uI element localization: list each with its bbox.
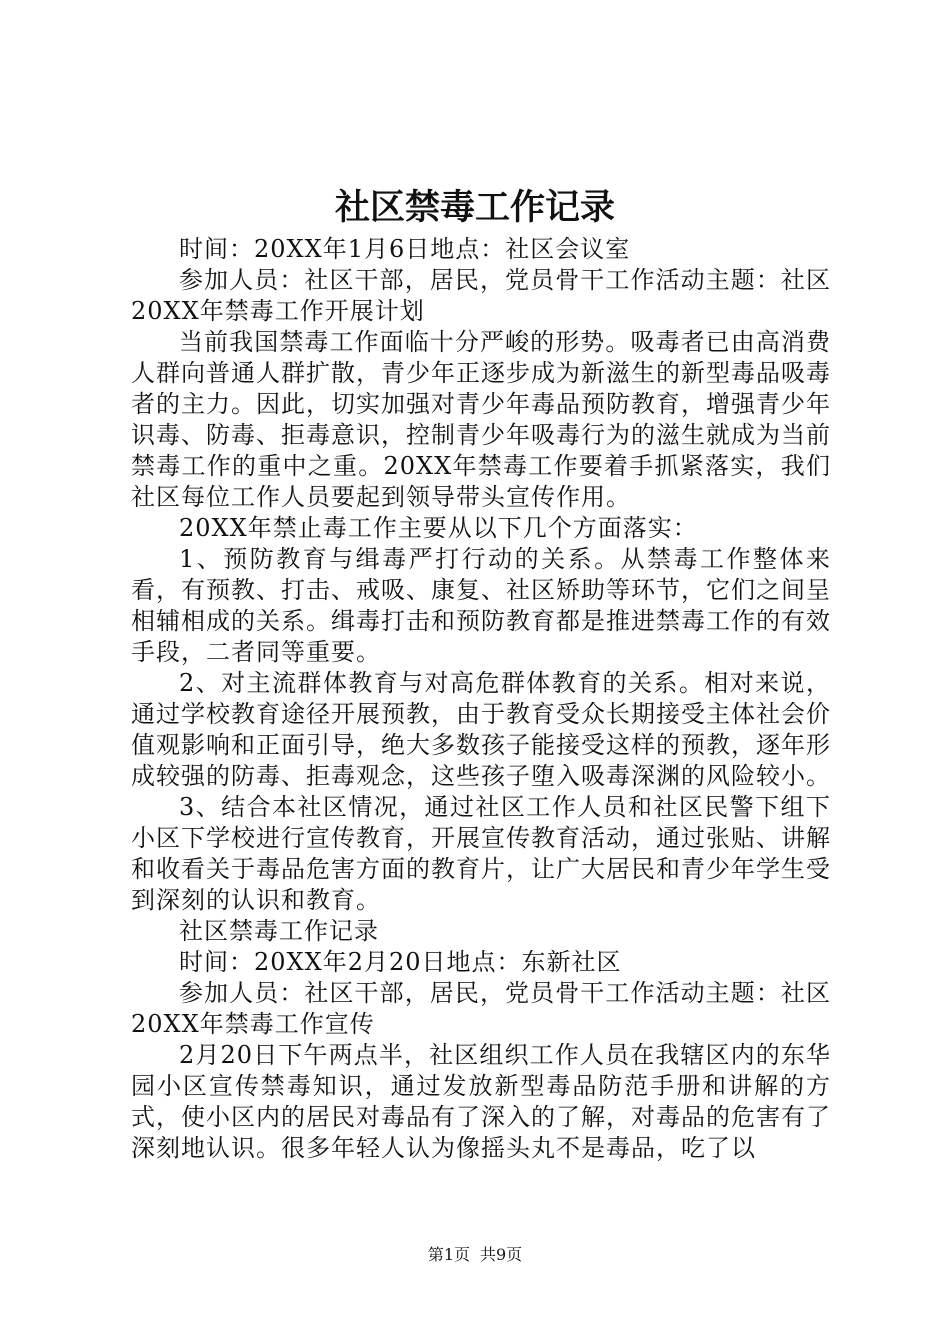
list-item-paragraph: 3、结合本社区情况，通过社区工作人员和社区民警下组下小区下学校进行宣传教育，开展宣传教育活动，通过张贴、讲解和收看关于毒品危害方面的教育片，让广大居民和青少年学生受到深刻的认识和教育。 [131,793,831,914]
page-footer [0,1245,950,1265]
list-item-paragraph: 1、预防教育与缉毒严打行动的关系。从禁毒工作整体来看，有预教、打击、戒吸、康复、社区矫助等环节，它们之间呈相辅相成的关系。缉毒打击和预防教育都是推进禁毒工作的有效手段，二者同等重要。 [131,545,831,666]
meeting-participants-paragraph: 参加人员：社区干部，居民，党员骨干工作活动主题：社区20XX年禁毒工作开展计划 [131,266,831,325]
meeting-participants-paragraph: 参加人员：社区干部，居民，党员骨干工作活动主题：社区20XX年禁毒工作宣传 [131,979,831,1038]
meeting-time-paragraph: 时间：20XX年1月6日地点：社区会议室 [179,235,631,263]
document-title: 社区禁毒工作记录 [334,187,615,228]
section-heading: 社区禁毒工作记录 [179,917,379,945]
body-paragraph: 20XX年禁止毒工作主要从以下几个方面落实： [179,514,698,542]
list-item-paragraph: 2、对主流群体教育与对高危群体教育的关系。相对来说，通过学校教育途径开展预教，由于教育受众长期接受主体社会价值观影响和正面引导，绝大多数孩子能接受这样的预教，逐年形成较强的防毒、拒毒观念，这些孩子堕入吸毒深渊的风险较小。 [131,669,831,790]
page-number: 第1页 [427,1245,470,1264]
document-body [131,234,831,1164]
body-paragraph: 2月20日下午两点半，社区组织工作人员在我辖区内的东华园小区宣传禁毒知识，通过发放新型毒品防范手册和讲解的方式，使小区内的居民对毒品有了深入的了解，对毒品的危害有了深刻地认识。很多年轻人认为像摇头丸不是毒品，吃了以 [131,1041,831,1162]
body-paragraph: 当前我国禁毒工作面临十分严峻的形势。吸毒者已由高消费人群向普通人群扩散，青少年正逐步成为新滋生的新型毒品吸毒者的主力。因此，切实加强对青少年毒品预防教育，增强青少年识毒、防毒、拒毒意识，控制青少年吸毒行为的滋生就成为当前禁毒工作的重中之重。20XX年禁毒工作要着手抓紧落实，我们社区每位工作人员要起到领导带头宣传作用。 [131,328,831,511]
page-total: 共9页 [480,1245,523,1264]
meeting-time-paragraph: 时间：20XX年2月20日地点：东新社区 [179,948,622,976]
